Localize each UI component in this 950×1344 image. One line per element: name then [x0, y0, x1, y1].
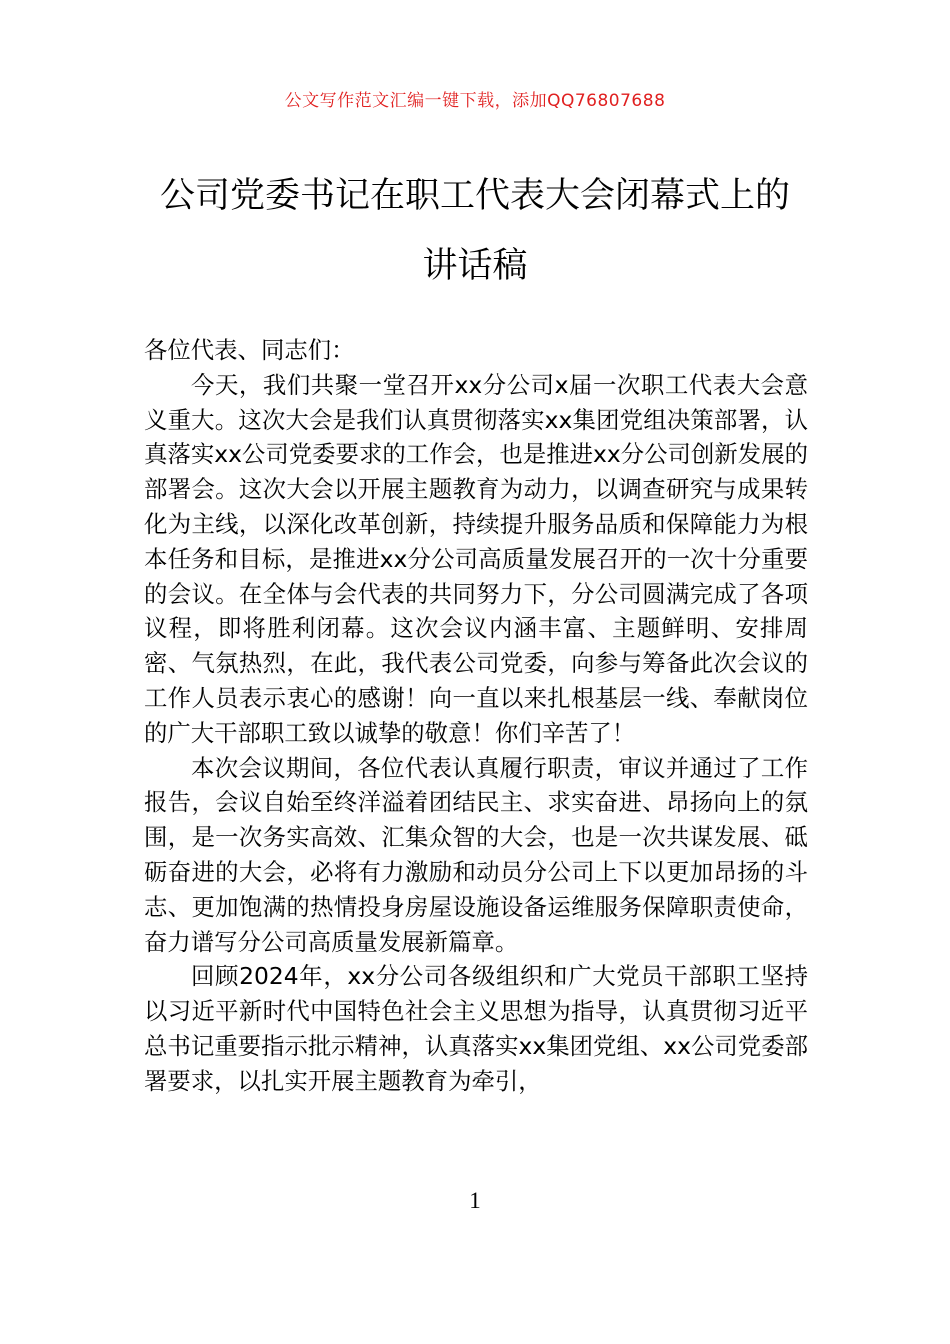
paragraph-2: 本次会议期间，各位代表认真履行职责，审议并通过了工作报告，会议自始至终洋溢着团结民主、求实奋进、昂扬向上的氛围，是一次务实高效、汇集众智的大会，也是一次共谋发展、砥砺奋进的大会，必将有力激励和动员分公司上下以更加昂扬的斗志、更加饱满的热情投身房屋设施设备运维服务保障职责使命，奋力谱写分公司高质量发展新篇章。 [144, 753, 808, 956]
document-title-line-2: 讲话稿 [422, 246, 528, 286]
paragraph-3: 回顾2024年，xx分公司各级组织和广大党员干部职工坚持以习近平新时代中国特色社会主义思想为指导，认真贯彻习近平总书记重要指示批示精神，认真落实xx集团党组、xx公司党委部署要求，以扎实开展主题教育为牵引， [144, 962, 808, 1095]
page-number: 1 [469, 1188, 481, 1213]
salutation: 各位代表、同志们： [144, 336, 355, 364]
download-notice: 公文写作范文汇编一键下载，添加QQ76807688 [284, 91, 666, 111]
paragraph-1: 今天，我们共聚一堂召开xx分公司x届一次职工代表大会意义重大。这次大会是我们认真贯彻落实xx集团党组决策部署，认真落实xx公司党委要求的工作会，也是推进xx分公司创新发展的部署会。这次大会以开展主题教育为动力，以调查研究与成果转化为主线，以深化改革创新，持续提升服务品质和保障能力为根本任务和目标，是推进xx分公司高质量发展召开的一次十分重要的会议。在全体与会代表的共同努力下，分公司圆满完成了各项议程，即将胜利闭幕。这次会议内涵丰富、主题鲜明、安排周密、气氛热烈，在此，我代表公司党委，向参与筹备此次会议的工作人员表示衷心的感谢！向一直以来扎根基层一线、奉献岗位的广大干部职工致以诚挚的敬意！你们辛苦了！ [144, 370, 808, 747]
document-body [144, 333, 808, 1099]
document-title-line-1: 公司党委书记在职工代表大会闭幕式上的 [159, 176, 790, 216]
